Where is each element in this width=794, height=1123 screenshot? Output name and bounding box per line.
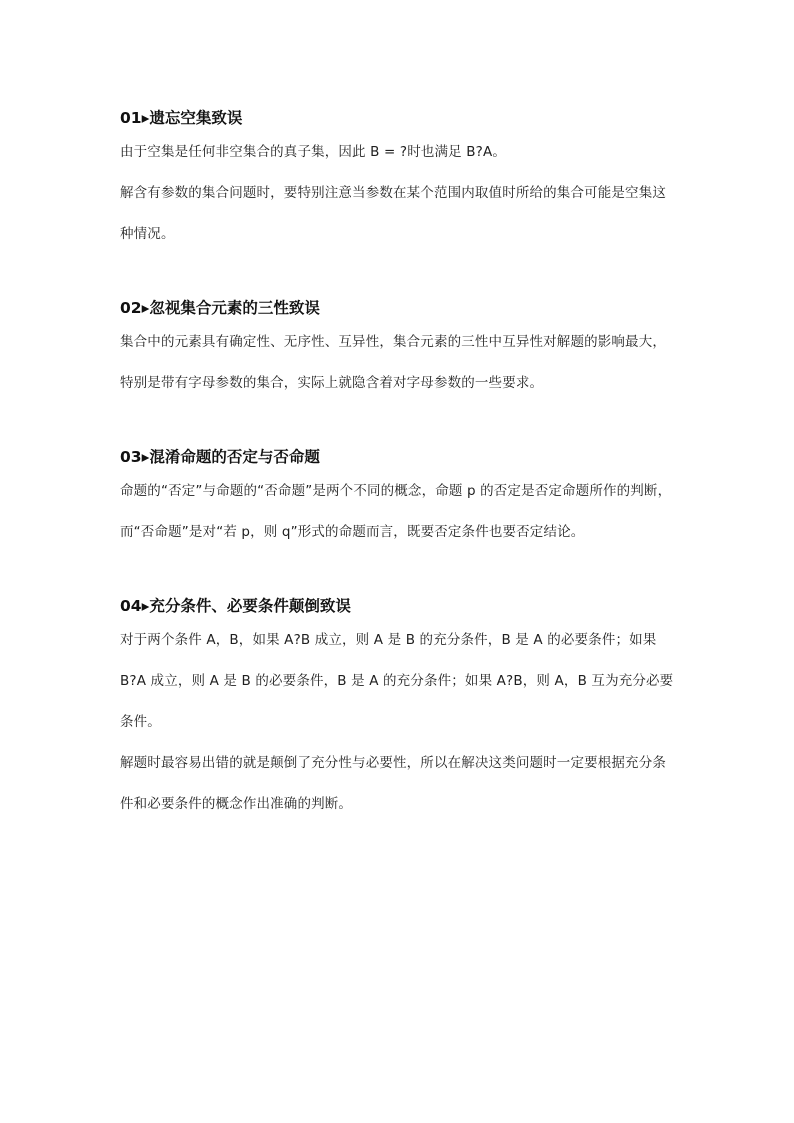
document-body bbox=[120, 104, 676, 825]
section-4 bbox=[120, 592, 676, 825]
section-spacer bbox=[120, 404, 676, 443]
section-paragraph: 解题时最容易出错的就是颠倒了充分性与必要性，所以在解决这类问题时一定要根据充分条件和必要条件的概念作出准确的判断。 bbox=[120, 755, 666, 812]
section-paragraph: 对于两个条件 A，B，如果 A?B 成立，则 A 是 B 的充分条件，B 是 A 的必要条件；如果 B?A 成立，则 A 是 B 的必要条件，B 是 A 的充分条件；如果 A?B，则 A，B 互为充分必要条件。 bbox=[120, 632, 674, 730]
section-paragraph: 集合中的元素具有确定性、无序性、互异性，集合元素的三性中互异性对解题的影响最大，特别是带有字母参数的集合，实际上就隐含着对字母参数的一些要求。 bbox=[120, 334, 666, 391]
section-2 bbox=[120, 294, 676, 404]
section-heading: 02▸忽视集合元素的三性致误 bbox=[120, 299, 320, 317]
section-heading: 04▸充分条件、必要条件颠倒致误 bbox=[120, 597, 351, 615]
section-heading: 01▸遗忘空集致误 bbox=[120, 109, 243, 127]
section-paragraph: 解含有参数的集合问题时，要特别注意当参数在某个范围内取值时所给的集合可能是空集这种情况。 bbox=[120, 185, 666, 242]
section-paragraph: 由于空集是任何非空集合的真子集，因此 B = ?时也满足 B?A。 bbox=[120, 144, 507, 160]
section-paragraph: 命题的“否定”与命题的“否命题”是两个不同的概念，命题 p 的否定是否定命题所作的判断，而“否命题”是对“若 p，则 q”形式的命题而言，既要否定条件也要否定结论。 bbox=[120, 483, 672, 540]
section-spacer bbox=[120, 255, 676, 294]
section-heading: 03▸混淆命题的否定与否命题 bbox=[120, 448, 320, 466]
section-3 bbox=[120, 443, 676, 553]
section-spacer bbox=[120, 553, 676, 592]
section-1 bbox=[120, 104, 676, 255]
